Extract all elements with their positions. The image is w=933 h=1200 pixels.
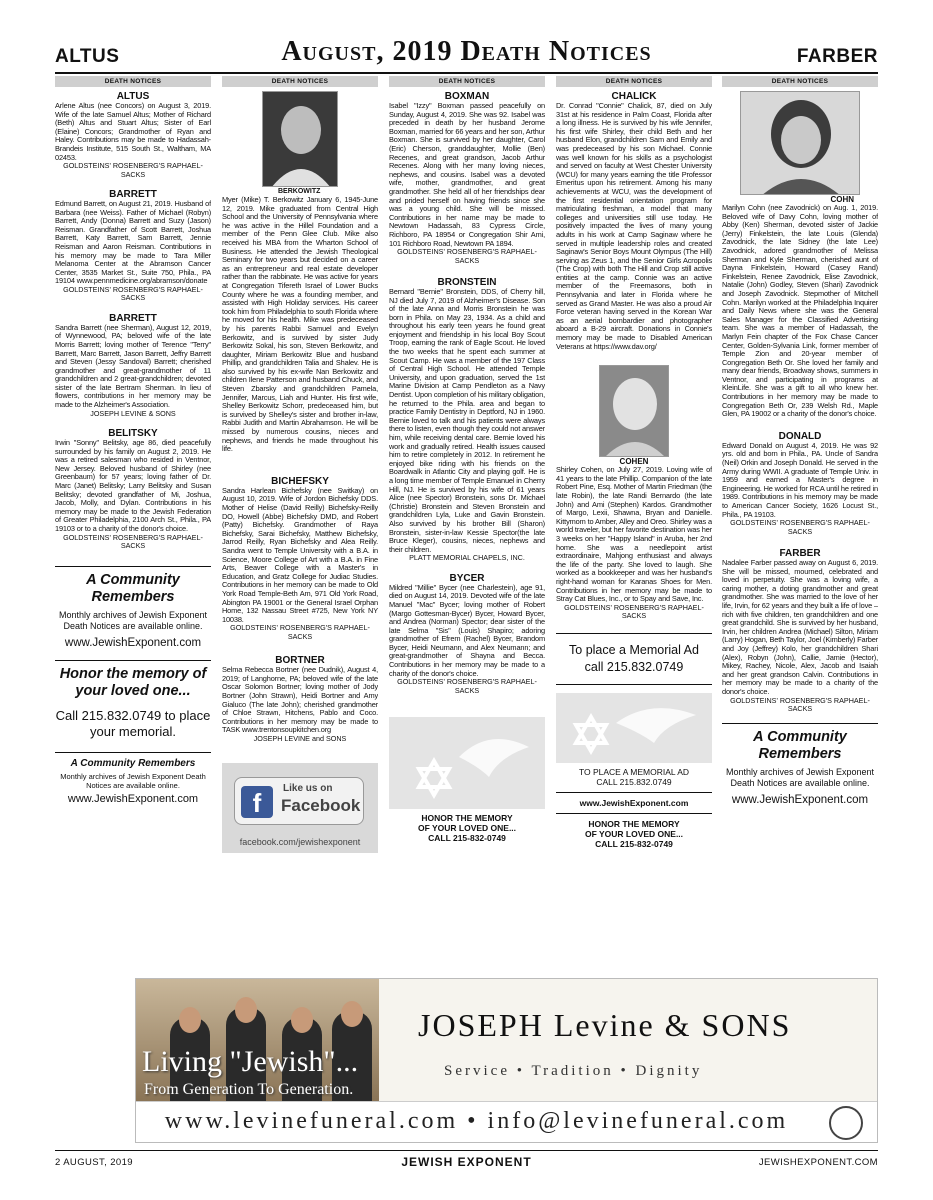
section-label: DEATH NOTICES [389, 76, 545, 87]
notice-body: Sandra Barrett (nee Sherman), August 12, 2019, of Wynnewood, PA; beloved wife of the late Morris Barrett; loving mother of Terence "Terry" Barrett, Marc Barrett, Jason Barrett, Jeffry Barrett and Steven (Jessy Sandoval) Barrett; cherished grandmother and great-grandmother of 11 grandchildren and 2 great-grandchildren; devoted sister of the late Bertram Sherman. In lieu of flowers, contributions in her memory may be made to the Alzheimer's Association. [55, 322, 211, 410]
notice-bortner [222, 655, 378, 743]
notice-signature: GOLDSTEINS' ROSENBERG'S RAPHAEL-SACKS [564, 602, 704, 621]
memorial-caps-line-2: CALL 215.832.0749 [596, 776, 672, 787]
notice-name: BICHEFSKY [271, 475, 329, 487]
honor-line-1: HONOR THE MEMORY [588, 818, 680, 829]
notice-body: Nadalee Farber passed away on August 6, 2019. She will be missed, mourned, celebrated and loved in perpetuity. She was a loving wife, a caring mother, a doting grandmother and great grandmother. She was married to the love of her life, Irvin, for 62 years and they built a life of love – rich with five children, ten grandchildren and one great grandchild. She is survived by her husband, Irvin, her children Andrea (Michael) Silton, Miriam (Larry) Hogan, Beth Taylor, Joel (Kimberly) Farber and Joy (Jeffrey) Kolo, her grandchildren Shari (Alex), Robyn (John), Callie, Jamie (Hector), Mikey, Rachey, Nicole, Alex, Jacob and Isaiah and her great grandson Calvin. Contributions in her memory may be made to a charity of the donor's choice. [722, 558, 878, 696]
header-right-name: FARBER [796, 46, 878, 67]
column-1 [55, 76, 211, 978]
honor-memory-caps [389, 813, 545, 843]
notice-chalick [556, 91, 712, 351]
divider [55, 660, 211, 661]
notice-body: Arlene Altus (nee Concors) on August 3, 2019. Wife of the late Samuel Altus; Mother of Richard (Beth) Altus and Stuart Altus; Sister of Earl (Elaine) Concors; Grandmother of Ryan and Haley. Contributions may be made to Hadassah-Brandeis Institute, 515 South St., Waltham, MA 02453. [55, 101, 211, 162]
community-remembers-box [722, 729, 878, 807]
honor-line-2: OF YOUR LOVED ONE... [584, 828, 684, 839]
notice-signature: GOLDSTEINS' ROSENBERG'S RAPHAEL-SACKS [63, 284, 203, 303]
memorial-caps-line-1: TO PLACE A MEMORIAL AD [578, 766, 690, 777]
notice-signature: JOSEPH LEVINE & SONS [90, 408, 176, 418]
notice-name: BORTNER [275, 655, 325, 667]
notice-name: BYCER [449, 572, 485, 584]
notice-signature: GOLDSTEINS' ROSENBERG'S RAPHAEL-SACKS [397, 677, 537, 695]
header-rule [55, 72, 878, 74]
notice-name: BERKOWITZ [278, 188, 321, 195]
portrait-photo [262, 91, 338, 187]
portrait-photo [599, 365, 669, 457]
ad-figure-head [341, 1001, 363, 1027]
notice-farber [722, 548, 878, 713]
notice-bronstein [389, 277, 545, 563]
ad-tagline: Service • Tradition • Dignity [444, 1063, 703, 1079]
facebook-url[interactable]: facebook.com/jewishexponent [239, 837, 361, 848]
facebook-name: Facebook [281, 796, 361, 816]
notice-name: BARRETT [109, 188, 157, 200]
facebook-like-button[interactable] [234, 777, 364, 825]
notice-signature: GOLDSTEINS' ROSENBERG'S RAPHAEL-SACKS [230, 623, 370, 641]
seal-icon [829, 1106, 863, 1140]
dove-graphic [556, 693, 712, 763]
divider [556, 813, 712, 814]
notice-donald [722, 431, 878, 536]
memorial-ad-line-2: call 215.832.0749 [584, 659, 684, 674]
notice-body: Bernard "Bernie" Bronstein, DDS, of Cherry hill, NJ died July 7, 2019 of Alzheimer's Disease. Son of the late Anna and Morris Bronstein he was born in Phila. on May 23, 1934. As a child and throughout his early teen years he found great enjoyment and friendship in his local Boy Scout Troop, earning the rank of Eagle Scout. He loved the two weeks that he spent each summer at Scout Camp. He was a member of the 197 Class of Central High School. He attended Temple University, and upon graduation, served the 1st Marine Division at Camp Pendleton as a Navy Dentist. Upon completion of his military obligation, he returned to the Phila. area and began to practice Family Dentistry in Deptford, NJ in 1960. Bernie loved to talk and his patients were always there to listen, even though they could not answer him, while receiving dental care. Bernie loved his work and gradually retired. Health issues caused him to retire completely in 2012. In retirement he enjoyed bike riding with his friends on the Boardwalk in Atlantic City and playing golf. He is a long time member of Temple Emanuel in Cherry Hill, NJ. He is survived by his wife of 61 years Alice (nee Spector) Bronstein, sons Dr. Michael (Christie) Bronstein and Steven Bronstein and grandchildren Lyla, Luke and Gavin Bronstein. Also survived by his brother Bill (Sharon) Bronstein, sister-in-law Kessie Spector(the late Bruce Kleger), cousins, nieces, nephews and their children. [389, 286, 545, 554]
notice-signature: GOLDSTEINS' ROSENBERG'S RAPHAEL-SACKS [397, 247, 537, 265]
facebook-icon: f [241, 786, 273, 818]
column-4 [556, 76, 712, 978]
divider [55, 566, 211, 567]
notice-bichefsky [222, 476, 378, 641]
levine-funeral-ad[interactable] [135, 978, 878, 1143]
footer-page-date: 2 AUGUST, 2019 [55, 1157, 133, 1168]
promo-text: Call 215.832.0749 to place your memorial. [55, 708, 211, 740]
notice-name: BELITSKY [108, 428, 158, 440]
section-label: DEATH NOTICES [722, 76, 878, 87]
portrait-icon [741, 92, 860, 195]
notice-berkowitz [222, 187, 378, 454]
promo-url[interactable]: www.JewishExponent.com [64, 637, 202, 650]
page-header [55, 36, 878, 76]
section-label: DEATH NOTICES [55, 76, 211, 87]
notice-boxman [389, 91, 545, 265]
ad-figure-head [235, 997, 257, 1023]
community-remembers-small [55, 758, 211, 806]
promo-title: A Community Remembers [70, 758, 196, 770]
column-3 [389, 76, 545, 978]
notice-barrett-edmund [55, 189, 211, 303]
honor-memory-caps [556, 819, 712, 849]
promo-text: Monthly archives of Jewish Exponent Death Notices are available online. [58, 610, 208, 632]
memorial-ad-box [556, 633, 712, 685]
promo-text: Monthly archives of Jewish Exponent Death Notices are available online. [60, 772, 206, 791]
notice-body: Shirley Cohen, on July 27, 2019. Loving wife of 41 years to the late Phillip. Companion of the late Robert Pine, Esq. Mother of Martin Friedman (the late Robin), the late Randi Bernardo (the late John) and Ami (Stephen) Kardos. Grandmother of Margo, Lexii, Shawna, Bryan and Danielle. Kittymom to Amber, Alley and Oreo. Shirley was a world traveler, but her favorite destination was her 3 weeks on her "Happy Island" in Aruba, her 2nd home. She was a needlepoint artist extraordinaire, Mahjong enthusiast and always the life of the party. She loved to laugh. She worked as a bookkeeper and was her husband's right-hand woman for Karanas Shoes for Men. Contributions in her memory may be made to Stray Cat Blues, Inc., or to Spay and Save, Inc. [556, 465, 712, 604]
star-of-david-icon [556, 693, 712, 763]
honor-line-1: HONOR THE MEMORY [421, 813, 513, 824]
promo-text: Monthly archives of Jewish Exponent Death Notices are available online. [725, 767, 875, 789]
ad-figure-head [291, 1007, 313, 1033]
notice-body: Sandra Harlean Bichefsky (nee Switkay) on August 10, 2019. Wife of Jordon Bichefsky DDS. Mother of Helise (David Reilly) Bichefsky-Reilly DO, Howell (Abbe) Bichefsky DMD, and Robert (Patty) Bichefsky. Grandmother of Raya Bichefsky, Sarai Bichefsky, Matthew Bichefsky, Jarrod Reilly, Ryan Bichefsky and Alea Reilly. Sandra went to Temple University with a B.A. in Science, Moore College of Art with a B.A. in Fine Arts, Beaver College with a Master's in Education, and Gratz College for Judiac Studies. Contributions in her memory can be made to Old York Road Temple-Beth Am, 971 Old York Road, Abington PA 19001 or the General Israel Orphan Home, 132 Nassau Street #725, New York NY 10038. [222, 485, 378, 624]
memorial-caps [556, 767, 712, 787]
notice-name: DONALD [778, 430, 822, 442]
footer-url[interactable]: JEWISHEXPONENT.COM [758, 1157, 878, 1168]
notice-body: Myer (Mike) T. Berkowitz January 6, 1945-June 12, 2019. Mike graduated from Central High School and the University of Pennsylvania where he was active in the Hillel Foundation and a member of the Penn Glee Club. Mike also received his MBA from the Wharton School of Business. He attended the Jewish Theological Seminary for two years but decided on a career as an entrepreneur and real estate developer rather than the rabbinate. He was active for years at Congregation Tifereth Israel of Lower Bucks County where he was a founding member, and assisted with High Holiday services. His career took him from Philadelphia to south Florida where he moved for his health. Mike was predeceased by his parents Rabbi Samuel and Evelyn Berkowitz, and is survived by sister Judy Berkowitz Sokal, his son, Steven Berkowitz, and daughter, Miriam Berkowitz Blue and husband Phillip, and grandchildren Talia and Shalev. He is also survived by his ex-wife Nan Berkowitz and children Ilene Patterson and husband Chuck, and Steven Zbarsky and grandchildren Pamela, Jennifer, Marcus, Liah and Hunter. His first wife, Shelley Berkowitz Schorr, predeceased him, but is survived by Shelley's sister and brother in-law, Rabbi Judith and Martin Abrahamson. He will be missed by numerous cousins, nieces and nephews, and friends he made throughout his life. [222, 195, 378, 454]
notice-name: CHALICK [611, 91, 657, 102]
page-title: August, 2019 Death Notices [281, 36, 652, 67]
divider [556, 792, 712, 793]
notice-body: Mildred "Millie" Bycer (nee Charlestein), age 91, died on August 14, 2019. Devoted wife of the late Manuel "Mac" Bycer; loving mother of Robert (Margo Gottesman-Bycer) Bycer, Howard Bycer, and Andrea (Norman) Spector; dear sister of the late Selma "Sis" (Louis) Shapiro; adoring grandmother of Efrem (Rachel) Bycer, Brandom Bycer, Heidi Neumann, and Alex Neumann; and great-grandmother of Shayna and Becca. Contributions in her memory may be made to a charity of the donor's choice. [389, 582, 545, 678]
ad-urls[interactable]: www.levinefuneral.com • info@levinefuneral.com [164, 1108, 789, 1134]
star-of-david-icon [389, 717, 545, 809]
notice-signature: GOLDSTEINS' ROSENBERG'S RAPHAEL-SACKS [63, 161, 203, 179]
notice-name: COHEN [619, 457, 649, 467]
notice-body: Dr. Conrad "Connie" Chalick, 87, died on July 31st at his residence in Palm Coast, Florida after a long illness. He is survived by his wife Jennifer, his first wife Shirley, their child Beth and her husband Elon, grandchildren Sam and Emily and was predeceased by his son Michael. Connie was well known for his skills as a psychologist and served on faculty at West Chester University (WCU) for many years earning the title Professor Emeritus upon his retirement. Among his many achievements at WCU, was the development of the first residential orientation program for matriculating freshman, a model that many colleges and universities still use today. He positively impacted the lives of many young adults in his work at Camp Saginaw where he served in multiple leadership roles and created Saginaw's Senior Boys Mount Olympus (The Hill) serving as Zeus 1, and the Senior Girls Acropolis (The Crop) with both The Hill and Crop still active entities at the camp. Connie was an active member of the Freemasons, both in Pennsylvania and later in Florida where he served as Grand Master. He was also a proud Air Force veteran having served in the Korean War as an aerial bombardier and photographer aboard a B-29 aircraft. Donations in Connie's memory may be made to Disabled American Veterans at https://www.dav.org/ [556, 101, 712, 351]
notice-name: COHN [830, 195, 854, 204]
portrait-photo [740, 91, 860, 195]
promo-title: Honor the memory of your loved one... [59, 666, 207, 700]
notice-cohn [722, 195, 878, 419]
portrait-icon [263, 92, 338, 187]
section-label: DEATH NOTICES [556, 76, 712, 87]
honor-line-2: OF YOUR LOVED ONE... [417, 823, 517, 834]
footer-publication: JEWISH EXPONENT [401, 1155, 532, 1169]
column-2 [222, 76, 378, 978]
memorial-ad-line-1: To place a Memorial Ad [569, 642, 699, 657]
ad-generation-line: From Generation To Generation. [144, 1081, 354, 1098]
notice-name: ALTUS [116, 91, 150, 102]
notice-signature: JOSEPH LEVINE and SONS [253, 733, 347, 743]
notice-signature: GOLDSTEINS' ROSENBERG'S RAPHAEL-SACKS [730, 518, 870, 536]
notice-name: BARRETT [109, 312, 157, 324]
ad-photo [136, 979, 379, 1101]
ad-url-bar [136, 1101, 877, 1143]
notice-name: FARBER [779, 548, 821, 559]
community-remembers-box [55, 572, 211, 650]
notice-body: Edward Donald on August 4, 2019. He was 92 yrs. old and born in Phila., PA. Uncle of Sandra (Neil) Orkin and Joseph Donald. He served in the Army during WWII. A graduate of Temple Univ. in 1959 and earned a Master's degree in Engineering. He worked for RCA until he retired in 1989. Contributions in his memory may be made to American Cancer Society, 1626 Locust St., Phila., PA 19103. [722, 440, 878, 519]
header-left-name: ALTUS [55, 46, 120, 67]
promo-title: A Community Remembers [753, 729, 847, 763]
column-5 [722, 76, 878, 978]
notice-signature: PLATT MEMORIAL CHAPELS, INC. [409, 553, 525, 563]
promo-url[interactable]: www.JewishExponent.com [731, 794, 869, 807]
honor-line-3: CALL 215-832-0749 [428, 833, 506, 844]
ad-figure-head [179, 1007, 201, 1033]
divider [722, 723, 878, 724]
promo-url[interactable]: www.JewishExponent.com [67, 793, 199, 806]
section-label: DEATH NOTICES [222, 76, 378, 87]
ad-living-headline: Living "Jewish"... [142, 1045, 359, 1078]
notice-body: Edmund Barrett, on August 21, 2019. Husband of Barbara (nee Weiss). Father of Michael (Robyn) Barrett, Andy (Donna) Barrett and Suzy (Jason) Reisman. Grandfather of Scott Barrett, Joshua Barrett, Katy Barrett, Sam Barrett, Jennie Reisman and Aaron Reisman. Contributions in his memory may be made to Tara Miller Melanoma Center at the Abramson Cancer Center, 3535 Market St., Suite 750, Phila., PA 19104 www.pennmedicine.org/abramson/donate [55, 198, 211, 286]
memorial-url[interactable]: www.JewishExponent.com [579, 797, 689, 808]
notice-body: Selma Rebecca Bortner (nee Dudnik), August 4, 2019; of Langhorne, PA; beloved wife of the late Oscar Solomon Bortner; loving mother of Jody Bortner (John Strawn), Heidi Bortner and Amy Gialuco (The late John); cherished grandmother of Chloe Strawn, Hitchens, Pablo and Coco. Contributions in her memory may be made to TASK www.trentonsoupkitchen.org [222, 665, 378, 735]
facebook-like-label: Like us on [283, 783, 333, 795]
divider [55, 752, 211, 753]
notice-body: Marilyn Cohn (nee Zavodnick) on Aug. 1, 2019. Beloved wife of Davy Cohn, loving mother of Abby (Ken) Sherman, devoted sister of Jackie (Jerry) Finkelstein, the late Louis (Glenda) Zavodnick, the late Sidney (the late Lee) Zavodnick, adored grandmother of Melissa Sherman and Kyle Sherman, cherished aunt of Dayna Finkelstein, Howard (Casey Rand) Finkelstein, Renee Zavodnick, Elise Zavodnick, Natalie (John) Godley, Steven (Shari) Zavodnick and Joseph Zavodnick. Stepmother of Mitchell Cohn. Marilyn worked at the Philadelphia Inquirer and Daily News where she was the General Sales Manager for the Classified Advertising team. She was a member of Hadassah, the Marlyn Fein chapter of the Fox Chase Cancer Center, Golden-Sylvania Link, former member of Temple Zion and 20-year member of Congregation Beth Or. She loved her family and many dear friends, Broadway shows, summers in Ventnor, and participating in programs at KleinLife. She was a gift to all who knew her. Contributions in her memory may be made to Congregation Beth Or, 239 Welsh Rd., Maple Glen, PA 19002 or a charity of the donor's choice. [722, 203, 878, 419]
notice-bycer [389, 573, 545, 695]
facebook-promo[interactable] [222, 763, 378, 853]
notice-cohen [556, 457, 712, 620]
page-footer [55, 1150, 878, 1172]
notice-altus [55, 91, 211, 179]
notice-name: BOXMAN [444, 91, 490, 102]
ad-firm-name: JOSEPH Levine & SONS [418, 1007, 792, 1043]
promo-title: A Community Remembers [86, 572, 180, 606]
notice-signature: GOLDSTEINS' ROSENBERG'S RAPHAEL-SACKS [63, 532, 203, 550]
notice-belitsky [55, 428, 211, 550]
honor-line-3: CALL 215-832-0749 [595, 838, 673, 849]
notice-body: Isabel "Izzy" Boxman passed peacefully on Sunday, August 4, 2019. She was 92. Isabel was preceded in death by her husband Jerome Boxman, married for 66 years and her son, Arthur Boxman. She is survived by her daughter, Carol (Eric) Cherson, granddaughter, Mollie (Ben) Recenes, and great grandson, Jacob Arthur Recenes. Along with her many loving nieces, nephews, and cousins. Isabel was a devoted wife, mother, grandmother, and great grandmother. She held all of her friendships dear and prided herself on having friends since she was a young child. She will be missed. Contributions in her name may be made to Newtown Hadassah, 83 Cypress Circle, Richboro, PA 18954 or Congregation Shir Ami, 101 Richboro Road, Newtown PA 1894. [389, 101, 545, 248]
notice-body: Irwin "Sonny" Belitsky, age 86, died peacefully surrounded by his family on August 2, 2019. He was a retired salesman who resided in Ventnor, New Jersey. Beloved husband of Shirley (nee Greenbaum) for 57 years; loving father of Dr. Marc (Janet) Belitsky; Larry Belitsky and Susan Belitsky; devoted grandfather of Mi, Joshua, Jacob, Molly, and Dylan. Contributions in his memory may be made to the Jewish Federation of Greater Philadelphia, 2100 Arch St., Phila., PA 19103 or to a charity of the donor's choice. [55, 438, 211, 533]
portrait-icon [600, 366, 669, 457]
dove-graphic [389, 717, 545, 809]
notice-barrett-sandra [55, 313, 211, 418]
honor-memory-box [55, 666, 211, 740]
notice-name: BRONSTEIN [437, 276, 497, 288]
notice-signature: GOLDSTEINS' ROSENBERG'S RAPHAEL-SACKS [730, 695, 870, 713]
